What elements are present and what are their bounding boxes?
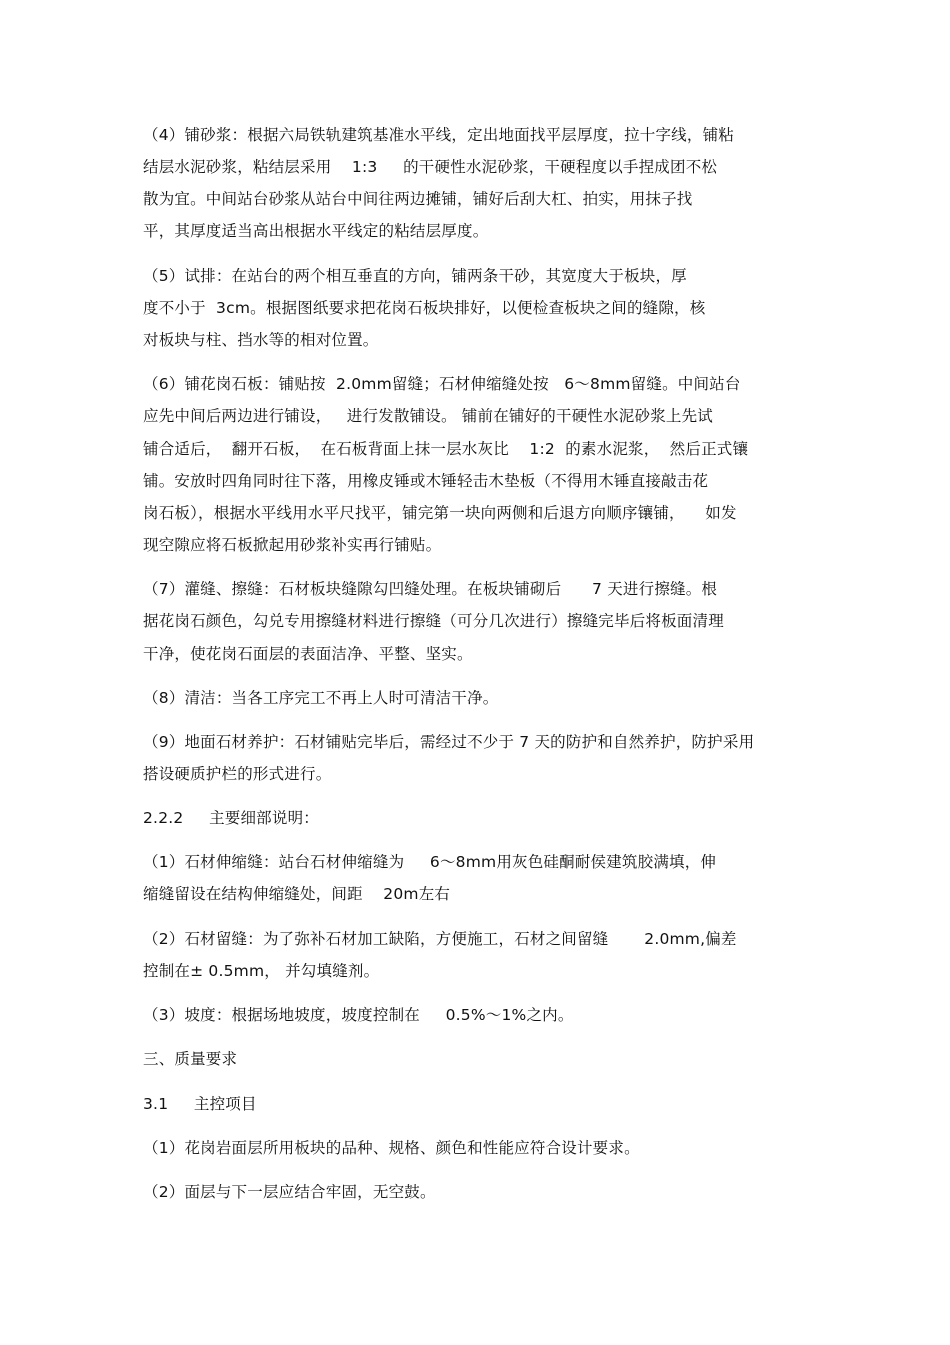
text-line: 干净，使花岗石面层的表面洁净、平整、坚实。 [143,645,473,663]
text-line: （1）石材伸缩缝：站台石材伸缩缝为 6～8mm用灰色硅酮耐侯建筑胶满填，伸 [143,853,717,871]
text-line: 散为宜。中间站台砂浆从站台中间往两边摊铺，铺好后刮大杠、拍实，用抹子找 [143,190,693,208]
text-line: （1）花岗岩面层所用板块的品种、规格、颜色和性能应符合设计要求。 [143,1139,640,1157]
text-line: 现空隙应将石板掀起用砂浆补实再行铺贴。 [143,536,442,554]
text-line: （2）面层与下一层应结合牢固，无空鼓。 [143,1183,436,1201]
heading-text: 三、质量要求 [143,1050,238,1068]
text-line: （4）铺砂浆：根据六局铁轨建筑基准水平线，定出地面找平层厚度，拉十字线，铺粘 [143,126,734,144]
text-line: 缩缝留设在结构伸缩缝处，间距 20m左右 [143,885,451,903]
text-line: 铺。安放时四角同时往下落，用橡皮锤或木锤轻击木垫板（不得用木锤直接敲击花 [143,472,709,490]
text-line: 应先中间后两边进行铺设， 进行发散铺设。 铺前在铺好的干硬性水泥砂浆上先试 [143,407,714,425]
heading-text: 3.1 主控项目 [143,1095,257,1113]
text-line: （7）灌缝、擦缝：石材板块缝隙勾凹缝处理。在板块铺砌后 7 天进行擦缝。根 [143,580,718,598]
text-line: 结层水泥砂浆，粘结层采用 1:3 的干硬性水泥砂浆，干硬程度以手捏成团不松 [143,158,718,176]
text-line: （9）地面石材养护：石材铺贴完毕后，需经过不少于 7 天的防护和自然养护，防护采用 [143,733,755,751]
text-line: 岗石板），根据水平线用水平尺找平，铺完第一块向两侧和后退方向顺序镶铺， 如发 [143,504,737,522]
text-line: （8）清洁：当各工序完工不再上人时可清洁干净。 [143,689,499,707]
text-line: 控制在± 0.5mm， 并勾填缝剂。 [143,962,380,980]
text-line: 铺合适后， 翻开石板， 在石板背面上抹一层水灰比 1:2 的素水泥浆， 然后正式镶 [143,440,749,458]
text-line: 平，其厚度适当高出根据水平线定的粘结层厚度。 [143,222,489,240]
text-line: 搭设硬质护栏的形式进行。 [143,765,332,783]
text-line: （5）试排：在站台的两个相互垂直的方向，铺两条干砂，其宽度大于板块，厚 [143,267,687,285]
text-line: （3）坡度：根据场地坡度，坡度控制在 0.5%～1%之内。 [143,1006,574,1024]
text-line: 据花岗石颜色，勾兑专用擦缝材料进行擦缝（可分几次进行）擦缝完毕后将板面清理 [143,612,724,630]
text-line: （6）铺花岗石板：铺贴按 2.0mm留缝；石材伸缩缝处按 6～8mm留缝。中间站台 [143,375,741,393]
text-line: 度不小于 3cm。根据图纸要求把花岗石板块排好，以便检查板块之间的缝隙，核 [143,299,706,317]
heading-text: 2.2.2 主要细部说明： [143,809,319,827]
text-line: （2）石材留缝：为了弥补石材加工缺陷，方便施工，石材之间留缝 2.0mm,偏差 [143,930,737,948]
text-line: 对板块与柱、挡水等的相对位置。 [143,331,379,349]
